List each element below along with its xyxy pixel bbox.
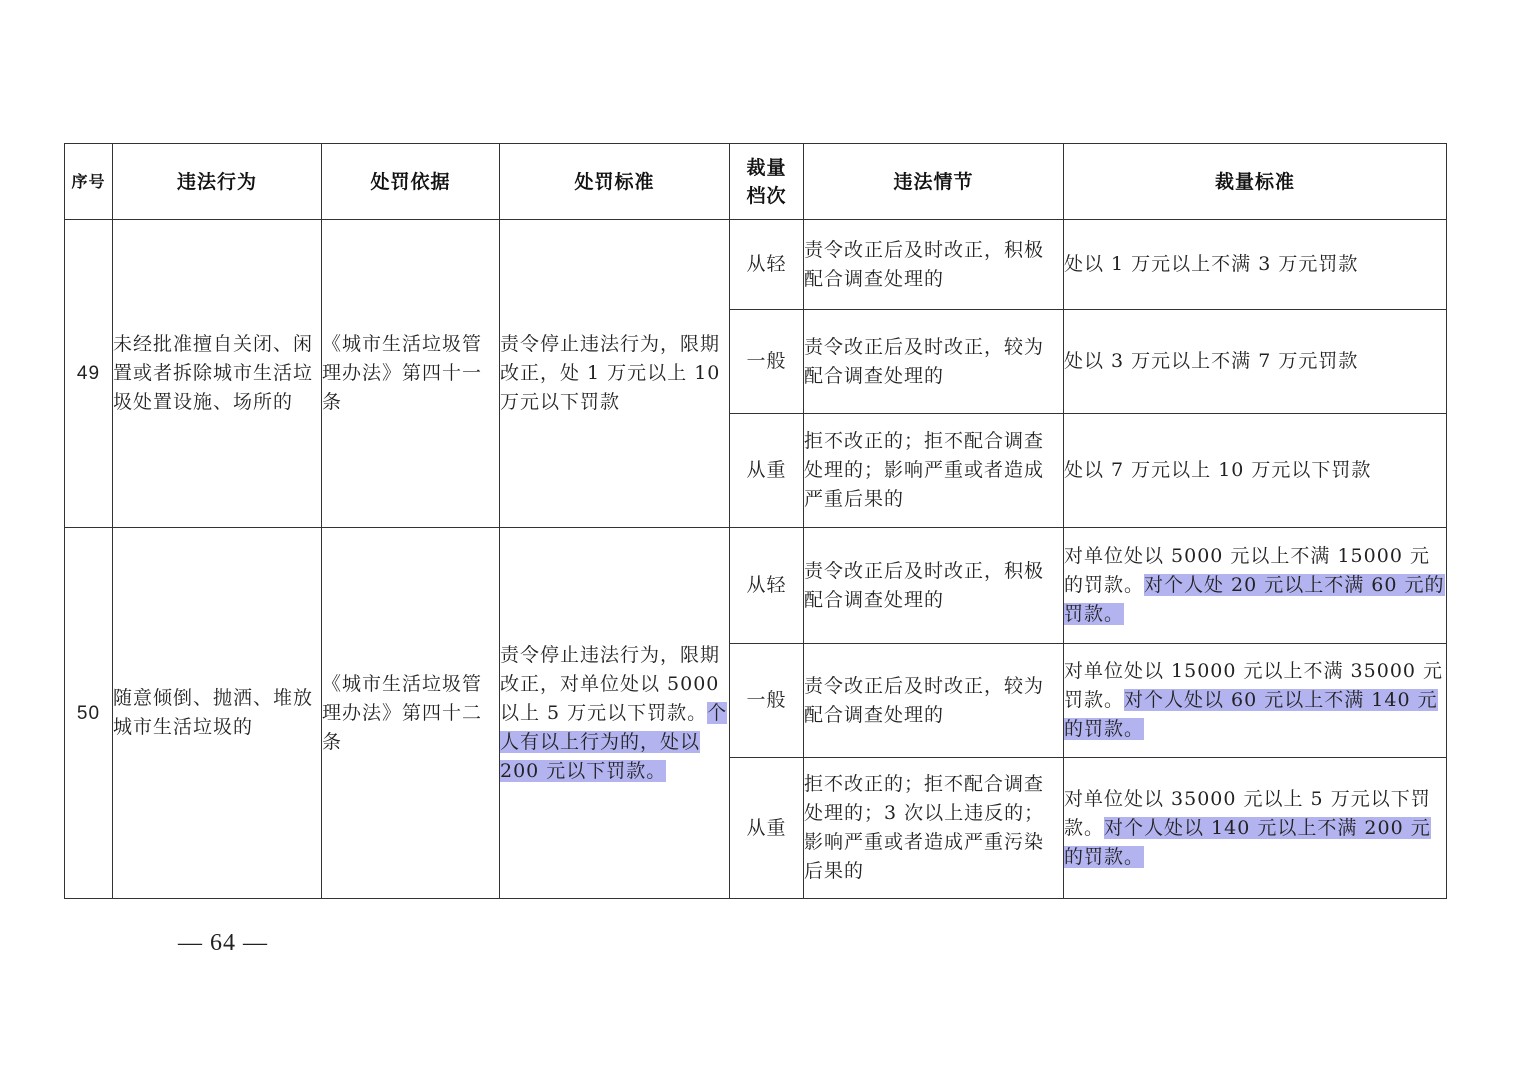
row-discretion bbox=[1064, 310, 1447, 414]
header-circumstance: 违法情节 bbox=[804, 144, 1064, 220]
header-violation: 违法行为 bbox=[113, 144, 322, 220]
row-level: 从轻 bbox=[730, 528, 804, 644]
row-seq: 49 bbox=[65, 220, 113, 528]
discretion-text: 处以 3 万元以上不满 7 万元罚款 bbox=[1064, 350, 1359, 372]
discretion-highlight: 对个人处以 60 元以上不满 140 元的罚款。 bbox=[1064, 689, 1438, 740]
row-circumstance: 责令改正后及时改正，较为配合调查处理的 bbox=[804, 310, 1064, 414]
row-seq: 50 bbox=[65, 528, 113, 899]
discretion-text: 处以 1 万元以上不满 3 万元罚款 bbox=[1064, 253, 1359, 275]
header-level-text: 裁量档次 bbox=[746, 156, 787, 207]
row-discretion bbox=[1064, 528, 1447, 644]
header-discretion: 裁量标准 bbox=[1064, 144, 1447, 220]
row-level: 从轻 bbox=[730, 220, 804, 310]
discretion-highlight: 对个人处 20 元以上不满 60 元的罚款。 bbox=[1064, 574, 1445, 625]
discretion-highlight: 对个人处以 140 元以上不满 200 元的罚款。 bbox=[1064, 816, 1431, 868]
discretion-text: 对单位处以 15000 元以上不满 35000 元罚款。 bbox=[1064, 660, 1444, 711]
discretion-text: 对单位处以 5000 元以上不满 15000 元的罚款。 bbox=[1064, 545, 1430, 596]
table-row bbox=[65, 220, 1447, 310]
header-level bbox=[730, 144, 804, 220]
row-circumstance: 责令改正后及时改正，较为配合调查处理的 bbox=[804, 644, 1064, 758]
row-circumstance: 责令改正后及时改正，积极配合调查处理的 bbox=[804, 528, 1064, 644]
discretion-text: 处以 7 万元以上 10 万元以下罚款 bbox=[1064, 459, 1372, 481]
discretion-text: 对单位处以 35000 元以上 5 万元以下罚款。 bbox=[1064, 787, 1431, 839]
header-standard: 处罚标准 bbox=[500, 144, 730, 220]
row-standard bbox=[500, 528, 730, 899]
page-number: — 64 — bbox=[178, 930, 268, 956]
row-level: 一般 bbox=[730, 644, 804, 758]
table-header-row bbox=[65, 144, 1447, 220]
header-basis: 处罚依据 bbox=[322, 144, 500, 220]
standard-text: 责令停止违法行为，限期改正，处 1 万元以上 10 万元以下罚款 bbox=[500, 333, 721, 413]
table-row bbox=[65, 528, 1447, 644]
row-discretion bbox=[1064, 758, 1447, 899]
row-level: 从重 bbox=[730, 414, 804, 528]
row-basis: 《城市生活垃圾管理办法》第四十二条 bbox=[322, 528, 500, 899]
row-violation: 随意倾倒、抛洒、堆放城市生活垃圾的 bbox=[113, 528, 322, 899]
standard-highlight: 个人有以上行为的，处以 200 元以下罚款。 bbox=[500, 701, 728, 782]
row-discretion bbox=[1064, 644, 1447, 758]
penalty-discretion-table bbox=[64, 143, 1447, 899]
row-circumstance: 责令改正后及时改正，积极配合调查处理的 bbox=[804, 220, 1064, 310]
row-circumstance: 拒不改正的；拒不配合调查处理的；影响严重或者造成严重后果的 bbox=[804, 414, 1064, 528]
row-circumstance: 拒不改正的；拒不配合调查处理的；3 次以上违反的；影响严重或者造成严重污染后果的 bbox=[804, 758, 1064, 899]
standard-text: 责令停止违法行为，限期改正，对单位处以 5000 以上 5 万元以下罚款。 bbox=[500, 643, 721, 724]
row-discretion bbox=[1064, 414, 1447, 528]
row-level: 从重 bbox=[730, 758, 804, 899]
header-seq: 序号 bbox=[65, 144, 113, 220]
row-discretion bbox=[1064, 220, 1447, 310]
row-standard bbox=[500, 220, 730, 528]
row-basis: 《城市生活垃圾管理办法》第四十一条 bbox=[322, 220, 500, 528]
row-violation: 未经批准擅自关闭、闲置或者拆除城市生活垃圾处置设施、场所的 bbox=[113, 220, 322, 528]
row-level: 一般 bbox=[730, 310, 804, 414]
